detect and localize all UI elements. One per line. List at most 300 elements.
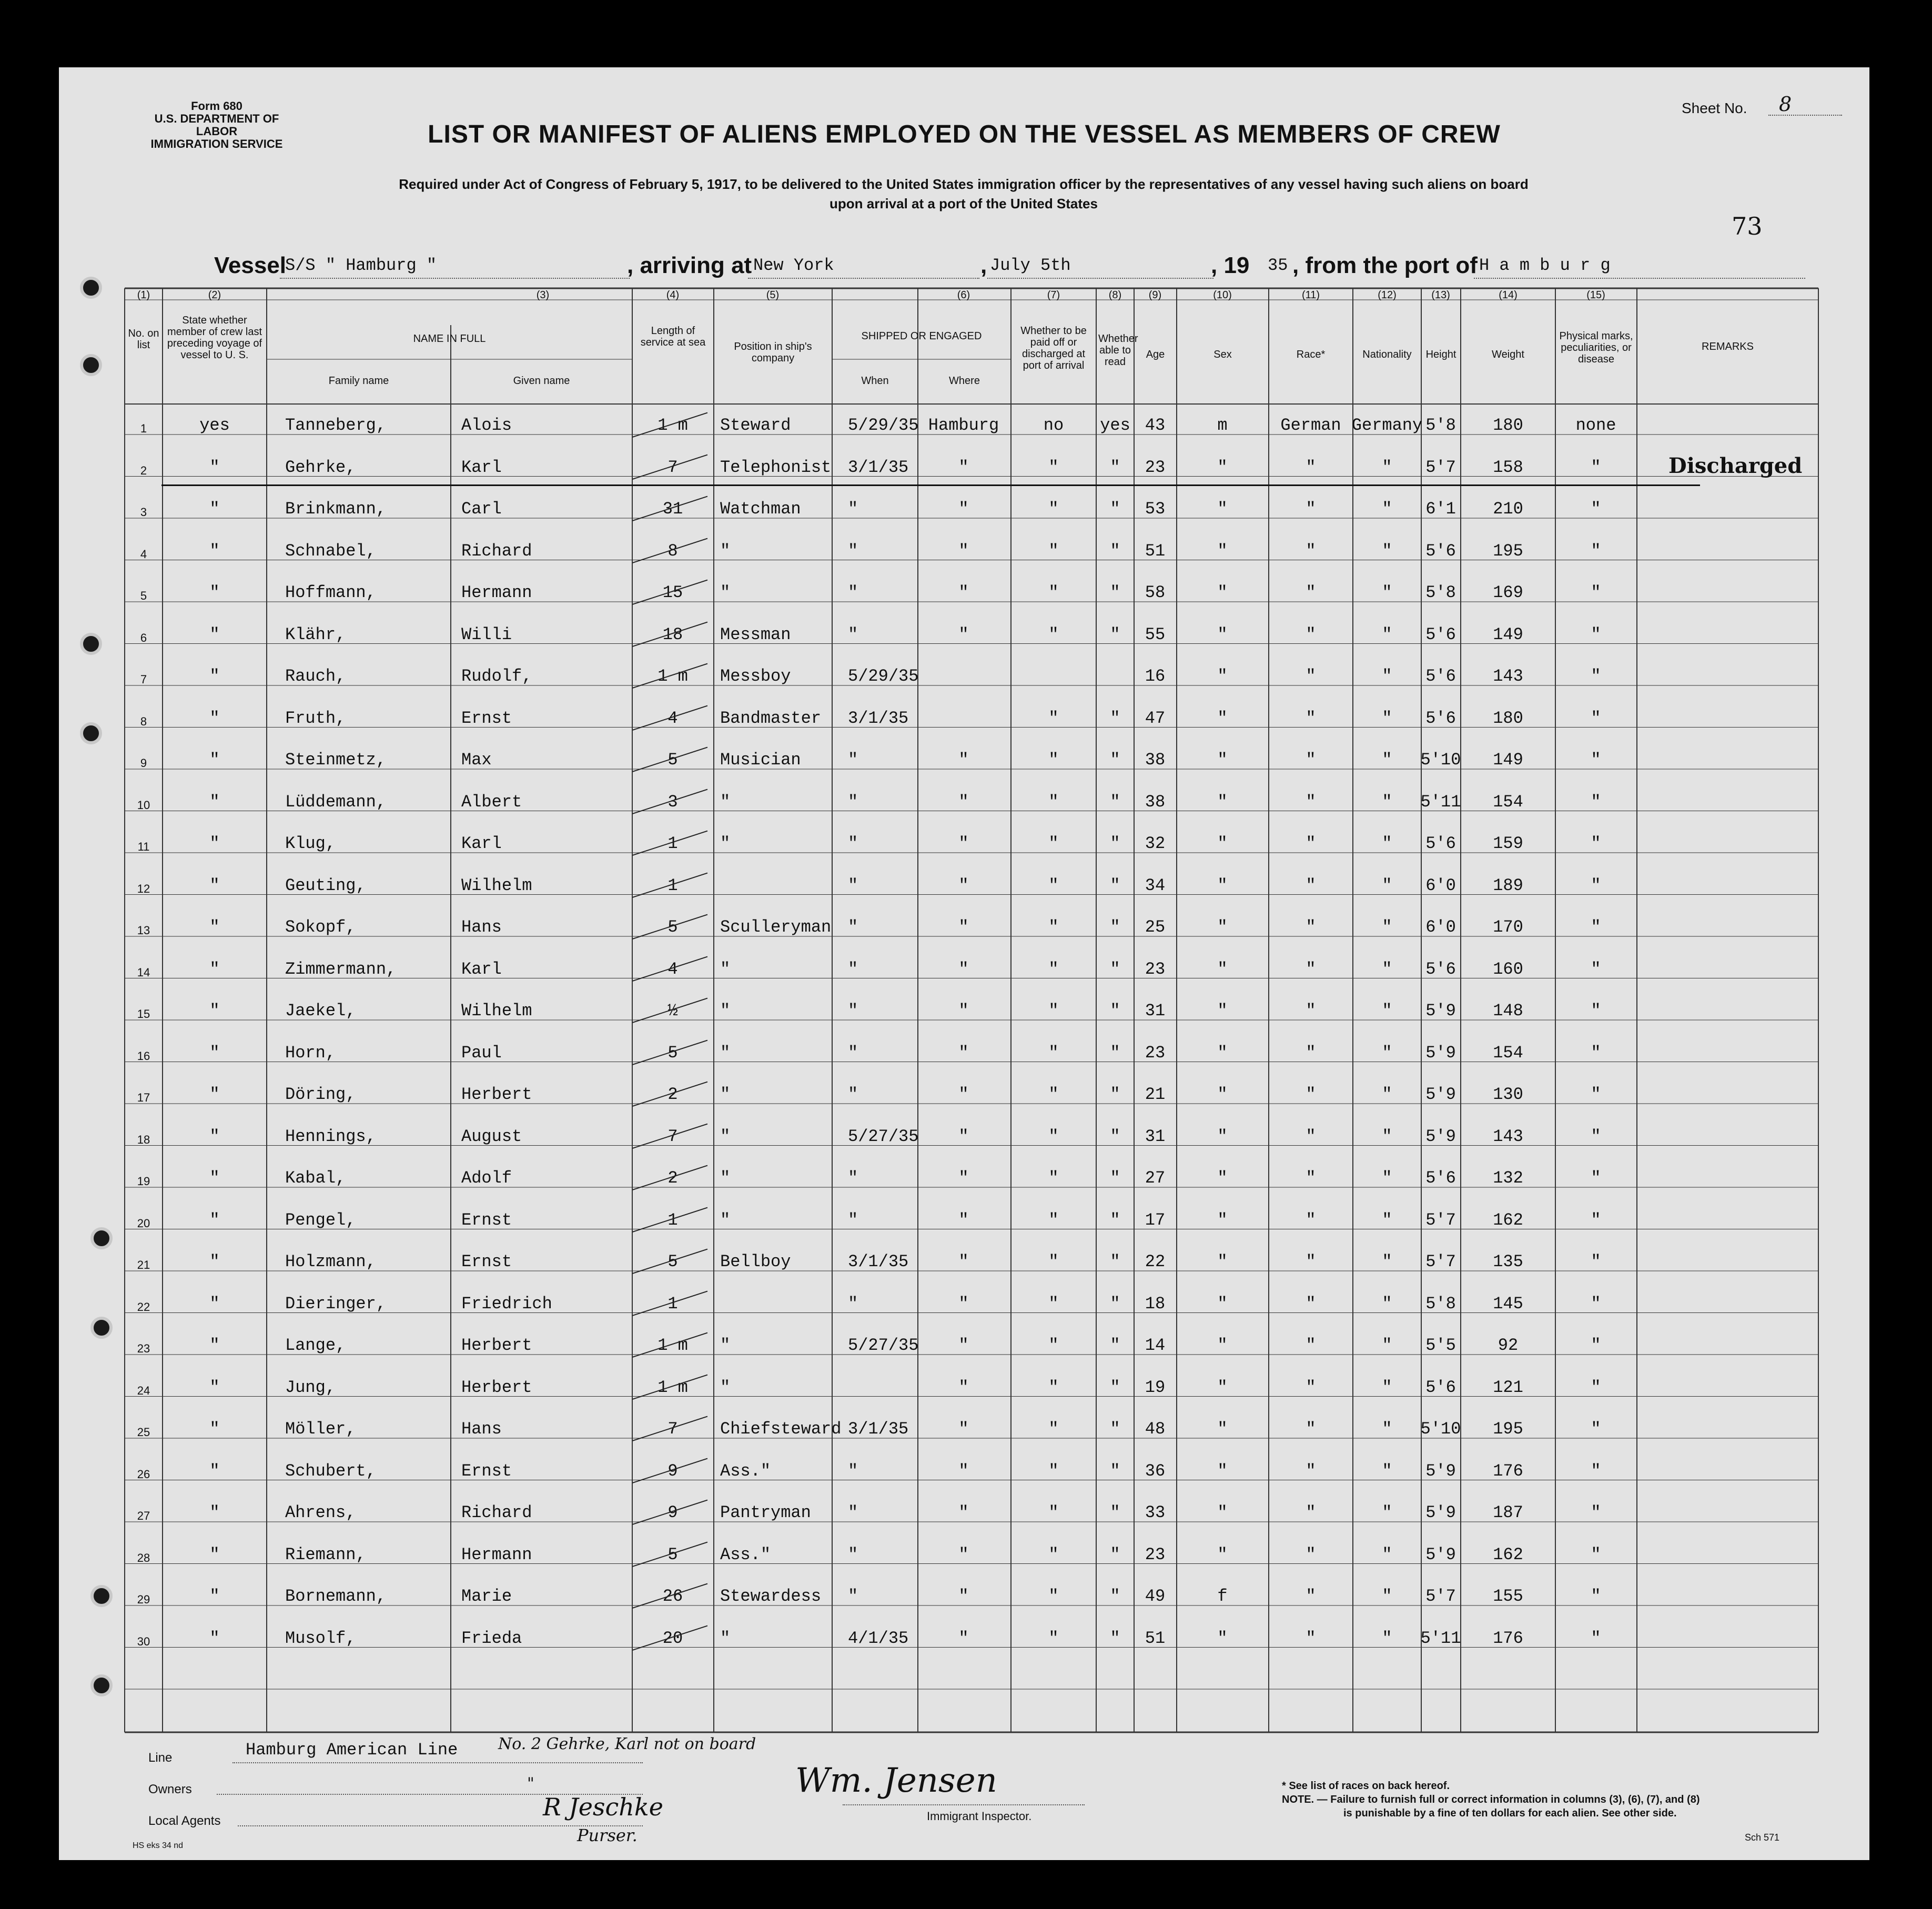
schedule-code: Sch 571 xyxy=(1745,1832,1780,1843)
cell-marks: " xyxy=(1591,1168,1601,1188)
cell-no: 19 xyxy=(137,1175,150,1188)
cell-marks: " xyxy=(1591,457,1601,477)
cell-race: " xyxy=(1306,917,1316,937)
column-number: (5) xyxy=(766,289,780,301)
cell-when: " xyxy=(848,834,858,853)
cell-age: 23 xyxy=(1145,1544,1166,1564)
cell-no: 23 xyxy=(137,1342,150,1355)
cell-given: Marie xyxy=(461,1587,512,1606)
cell-no: 2 xyxy=(140,463,147,477)
cell-no: 4 xyxy=(140,547,147,561)
cell-given: Paul xyxy=(461,1043,502,1063)
cell-height: 5'9 xyxy=(1425,1085,1456,1104)
cell-nat: " xyxy=(1382,1252,1392,1271)
cell-given: Herbert xyxy=(461,1377,532,1397)
cell-when: " xyxy=(848,624,858,644)
cell-nat: " xyxy=(1382,1419,1392,1439)
cell-paid: " xyxy=(1048,875,1059,895)
header-remarks: REMARKS xyxy=(1702,341,1754,352)
cell-when: " xyxy=(848,1168,858,1188)
cell-family: Geuting, xyxy=(285,875,366,895)
cell-position: " xyxy=(720,1628,731,1648)
cell-where: " xyxy=(958,1336,969,1355)
cell-marks: none xyxy=(1575,416,1616,435)
cell-age: 31 xyxy=(1145,1126,1166,1146)
cell-prev: " xyxy=(209,1126,220,1146)
cell-nat: " xyxy=(1382,1043,1392,1063)
cell-height: 5'9 xyxy=(1425,1503,1456,1522)
cell-given: Max xyxy=(461,750,492,770)
cell-prev: " xyxy=(209,708,220,728)
cell-no: 21 xyxy=(137,1258,150,1271)
footnote-fine: is punishable by a fine of ten dollars for each alien. See other side. xyxy=(1343,1807,1677,1819)
cell-race: " xyxy=(1306,624,1316,644)
line-value: Hamburg American Line xyxy=(246,1740,458,1760)
cell-where: " xyxy=(958,1043,969,1063)
cell-nat: " xyxy=(1382,583,1392,602)
cell-age: 34 xyxy=(1145,875,1166,895)
cell-given: Ernst xyxy=(461,1461,512,1481)
cell-family: Riemann, xyxy=(285,1544,366,1564)
cell-where: " xyxy=(958,917,969,937)
cell-nat: " xyxy=(1382,1377,1392,1397)
cell-marks: " xyxy=(1591,708,1601,728)
cell-where: " xyxy=(958,1294,969,1314)
cell-height: 5'8 xyxy=(1425,1294,1456,1314)
cell-sex: " xyxy=(1217,541,1228,561)
cell-position: Bandmaster xyxy=(720,708,822,728)
cell-position: Messboy xyxy=(720,666,791,686)
cell-family: Musolf, xyxy=(285,1628,356,1648)
cell-marks: " xyxy=(1591,1252,1601,1271)
cell-position: Musician xyxy=(720,750,801,770)
cell-given: Frieda xyxy=(461,1628,522,1648)
cell-marks: " xyxy=(1591,499,1601,519)
cell-marks: " xyxy=(1591,1085,1601,1104)
cell-paid: " xyxy=(1048,1461,1059,1481)
cell-marks: " xyxy=(1591,875,1601,895)
cell-sex: " xyxy=(1217,1210,1228,1230)
cell-race: " xyxy=(1306,1252,1316,1271)
cell-family: Bornemann, xyxy=(285,1587,387,1606)
purser-signature: R Jeschke xyxy=(543,1793,664,1821)
cell-age: 25 xyxy=(1145,917,1166,937)
cell-height: 5'6 xyxy=(1425,1168,1456,1188)
cell-age: 32 xyxy=(1145,834,1166,853)
cell-service: 20 xyxy=(662,1628,683,1648)
year: 35 xyxy=(1268,256,1288,275)
cell-sex: m xyxy=(1217,416,1228,435)
cell-read: " xyxy=(1110,1001,1120,1021)
cell-given: Wilhelm xyxy=(461,1001,532,1021)
cell-height: 5'7 xyxy=(1425,457,1456,477)
cell-race: " xyxy=(1306,1043,1316,1063)
cell-paid: " xyxy=(1048,541,1059,561)
cell-given: Karl xyxy=(461,457,502,477)
cell-prev: yes xyxy=(199,416,230,435)
cell-nat: " xyxy=(1382,917,1392,937)
cell-age: 22 xyxy=(1145,1252,1166,1271)
cell-no: 22 xyxy=(137,1300,150,1314)
cell-prev: " xyxy=(209,1628,220,1648)
cell-sex: " xyxy=(1217,792,1228,812)
cell-paid: " xyxy=(1048,1294,1059,1314)
cell-weight: 187 xyxy=(1493,1503,1523,1522)
cell-marks: " xyxy=(1591,1461,1601,1481)
column-number: (4) xyxy=(666,289,680,301)
cell-position: Watchman xyxy=(720,499,801,519)
cell-age: 14 xyxy=(1145,1336,1166,1355)
cell-when: " xyxy=(848,959,858,979)
cell-read: " xyxy=(1110,1043,1120,1063)
cell-race: " xyxy=(1306,959,1316,979)
owners-value: " xyxy=(527,1774,534,1793)
cell-paid: " xyxy=(1048,457,1059,477)
cell-sex: " xyxy=(1217,624,1228,644)
cell-position: Sculleryman xyxy=(720,917,832,937)
cell-when: " xyxy=(848,499,858,519)
cell-when: 3/1/35 xyxy=(848,1419,909,1439)
inspector-signature: Wm. Jensen xyxy=(795,1761,997,1800)
cell-given: Hans xyxy=(461,917,502,937)
form-number: Form 680 xyxy=(191,99,242,113)
cell-where: " xyxy=(958,583,969,602)
cell-race: " xyxy=(1306,1461,1316,1481)
cell-paid: " xyxy=(1048,1503,1059,1522)
cell-family: Ahrens, xyxy=(285,1503,356,1522)
cell-sex: " xyxy=(1217,959,1228,979)
cell-weight: 169 xyxy=(1493,583,1523,602)
cell-where: " xyxy=(958,1168,969,1188)
cell-when: " xyxy=(848,1587,858,1606)
cell-position: " xyxy=(720,1210,731,1230)
cell-nat: " xyxy=(1382,1461,1392,1481)
cell-marks: " xyxy=(1591,1126,1601,1146)
cell-family: Kabal, xyxy=(285,1168,346,1188)
cell-read: " xyxy=(1110,792,1120,812)
cell-where: " xyxy=(958,1544,969,1564)
cell-family: Holzmann, xyxy=(285,1252,376,1271)
cell-sex: " xyxy=(1217,1043,1228,1063)
cell-prev: " xyxy=(209,1419,220,1439)
cell-service: 8 xyxy=(667,541,678,561)
cell-read: " xyxy=(1110,1461,1120,1481)
from-label: , from the port of xyxy=(1292,252,1478,278)
cell-marks: " xyxy=(1591,541,1601,561)
cell-prev: " xyxy=(209,1210,220,1230)
header-able-read: Whether able to read xyxy=(1098,333,1138,368)
cell-paid: " xyxy=(1048,1001,1059,1021)
cell-read: " xyxy=(1110,1210,1120,1230)
department: U.S. DEPARTMENT OF LABOR xyxy=(154,112,279,138)
cell-nat: " xyxy=(1382,750,1392,770)
cell-nat: " xyxy=(1382,1587,1392,1606)
cell-age: 51 xyxy=(1145,1628,1166,1648)
manifest-sheet xyxy=(59,67,1869,1860)
column-number: (11) xyxy=(1301,289,1320,301)
cell-position: Ass." xyxy=(720,1461,771,1481)
cell-service: 5 xyxy=(667,750,678,770)
cell-position: Chiefsteward xyxy=(720,1419,842,1439)
cell-height: 5'9 xyxy=(1425,1126,1456,1146)
cell-nat: " xyxy=(1382,1544,1392,1564)
cell-service: 9 xyxy=(667,1503,678,1522)
cell-when: " xyxy=(848,1544,858,1564)
cell-nat: " xyxy=(1382,499,1392,519)
cell-race: " xyxy=(1306,1085,1316,1104)
cell-when: " xyxy=(848,1294,858,1314)
cell-no: 26 xyxy=(137,1467,150,1481)
cell-sex: " xyxy=(1217,1503,1228,1522)
cell-race: " xyxy=(1306,1210,1316,1230)
cell-given: Carl xyxy=(461,499,502,519)
cell-where: " xyxy=(958,1377,969,1397)
from-port: H a m b u r g xyxy=(1479,256,1611,275)
cell-read: " xyxy=(1110,917,1120,937)
cell-position: " xyxy=(720,1043,731,1063)
cell-weight: 195 xyxy=(1493,1419,1523,1439)
cell-age: 38 xyxy=(1145,750,1166,770)
cell-weight: 154 xyxy=(1493,1043,1523,1063)
cell-age: 17 xyxy=(1145,1210,1166,1230)
cell-position: " xyxy=(720,1126,731,1146)
inspector-label: Immigrant Inspector. xyxy=(927,1810,1032,1823)
cell-given: Ernst xyxy=(461,1252,512,1271)
cell-sex: " xyxy=(1217,875,1228,895)
cell-race: " xyxy=(1306,750,1316,770)
cell-age: 36 xyxy=(1145,1461,1166,1481)
cell-height: 5'6 xyxy=(1425,1377,1456,1397)
cell-when: 4/1/35 xyxy=(848,1628,909,1648)
cell-prev: " xyxy=(209,750,220,770)
cell-race: " xyxy=(1306,1628,1316,1648)
cell-age: 23 xyxy=(1145,457,1166,477)
cell-given: Alois xyxy=(461,416,512,435)
column-number: (10) xyxy=(1213,289,1232,301)
cell-when: " xyxy=(848,1001,858,1021)
cell-where: " xyxy=(958,1085,969,1104)
cell-family: Brinkmann, xyxy=(285,499,387,519)
cell-height: 5'11 xyxy=(1420,792,1461,812)
cell-read: " xyxy=(1110,1544,1120,1564)
cell-height: 5'9 xyxy=(1425,1001,1456,1021)
inspector-underline xyxy=(843,1804,1085,1805)
cell-age: 51 xyxy=(1145,541,1166,561)
cell-no: 5 xyxy=(140,589,147,602)
cell-paid: " xyxy=(1048,1377,1059,1397)
cell-race: " xyxy=(1306,1294,1316,1314)
sheet-label: Sheet No. xyxy=(1682,100,1747,116)
cell-no: 16 xyxy=(137,1049,150,1063)
cell-race: " xyxy=(1306,708,1316,728)
cell-paid: " xyxy=(1048,1587,1059,1606)
header-height: Height xyxy=(1425,349,1456,360)
cell-service: 1 m xyxy=(658,416,688,435)
cell-position: " xyxy=(720,792,731,812)
cell-marks: " xyxy=(1591,1503,1601,1522)
cell-height: 5'8 xyxy=(1425,583,1456,602)
header-paid-off: Whether to be paid off or discharged at port of arrival xyxy=(1020,325,1087,371)
cell-nat: " xyxy=(1382,1001,1392,1021)
cell-marks: " xyxy=(1591,624,1601,644)
cell-read: " xyxy=(1110,959,1120,979)
cell-prev: " xyxy=(209,875,220,895)
cell-no: 8 xyxy=(140,714,147,728)
cell-nat: " xyxy=(1382,792,1392,812)
cell-family: Horn, xyxy=(285,1043,336,1063)
cell-marks: " xyxy=(1591,1210,1601,1230)
cell-marks: " xyxy=(1591,834,1601,853)
cell-given: Richard xyxy=(461,1503,532,1522)
header-nationality: Nationality xyxy=(1362,349,1412,360)
cell-family: Möller, xyxy=(285,1419,356,1439)
cell-family: Klug, xyxy=(285,834,336,853)
cell-paid: " xyxy=(1048,583,1059,602)
cell-no: 12 xyxy=(137,882,150,895)
header-name-in-full: NAME IN FULL xyxy=(413,333,486,345)
cell-read: " xyxy=(1110,1503,1120,1522)
cell-given: Karl xyxy=(461,834,502,853)
cell-sex: " xyxy=(1217,917,1228,937)
cell-given: Hans xyxy=(461,1419,502,1439)
cell-nat: " xyxy=(1382,834,1392,853)
cell-race: " xyxy=(1306,666,1316,686)
cell-position: " xyxy=(720,834,731,853)
cell-where: Hamburg xyxy=(928,416,999,435)
cell-where: " xyxy=(958,1001,969,1021)
cell-weight: 148 xyxy=(1493,1001,1523,1021)
cell-marks: " xyxy=(1591,583,1601,602)
comma: , xyxy=(980,252,987,278)
cell-given: Hermann xyxy=(461,583,532,602)
cell-position: Ass." xyxy=(720,1544,771,1564)
cell-weight: 195 xyxy=(1493,541,1523,561)
cell-prev: " xyxy=(209,959,220,979)
column-number: (1) xyxy=(137,289,150,301)
cell-age: 33 xyxy=(1145,1503,1166,1522)
cell-weight: 170 xyxy=(1493,917,1523,937)
cell-family: Zimmermann, xyxy=(285,959,397,979)
cell-family: Schubert, xyxy=(285,1461,376,1481)
service: IMMIGRATION SERVICE xyxy=(150,137,283,150)
cell-height: 5'9 xyxy=(1425,1043,1456,1063)
cell-when: 5/29/35 xyxy=(848,666,919,686)
cell-read: " xyxy=(1110,1628,1120,1648)
cell-no: 17 xyxy=(137,1091,150,1104)
cell-service: 1 xyxy=(667,875,678,895)
cell-where: " xyxy=(958,1419,969,1439)
cell-weight: 154 xyxy=(1493,792,1523,812)
cell-no: 18 xyxy=(137,1133,150,1146)
cell-when: " xyxy=(848,1210,858,1230)
cell-paid: " xyxy=(1048,499,1059,519)
cell-family: Lange, xyxy=(285,1336,346,1355)
cell-family: Pengel, xyxy=(285,1210,356,1230)
cell-where: " xyxy=(958,1126,969,1146)
cell-prev: " xyxy=(209,792,220,812)
cell-service: 2 xyxy=(667,1085,678,1104)
header-race: Race* xyxy=(1296,349,1326,360)
cell-prev: " xyxy=(209,917,220,937)
cell-prev: " xyxy=(209,834,220,853)
cell-nat: " xyxy=(1382,1294,1392,1314)
cell-family: Fruth, xyxy=(285,708,346,728)
cell-where: " xyxy=(958,1587,969,1606)
cell-weight: 176 xyxy=(1493,1628,1523,1648)
cell-sex: " xyxy=(1217,1336,1228,1355)
cell-when: " xyxy=(848,1461,858,1481)
cell-read: " xyxy=(1110,1377,1120,1397)
cell-no: 30 xyxy=(137,1634,150,1648)
arriving-label: , arriving at xyxy=(627,252,752,278)
cell-read: " xyxy=(1110,1252,1120,1271)
cell-service: 4 xyxy=(667,708,678,728)
cell-sex: " xyxy=(1217,750,1228,770)
cell-height: 5'8 xyxy=(1425,416,1456,435)
cell-marks: " xyxy=(1591,1294,1601,1314)
cell-no: 1 xyxy=(140,422,147,435)
header-family-name: Family name xyxy=(328,375,389,387)
cell-prev: " xyxy=(209,1587,220,1606)
column-number: (12) xyxy=(1378,289,1397,301)
header-shipped: SHIPPED OR ENGAGED xyxy=(861,330,982,342)
cell-marks: " xyxy=(1591,917,1601,937)
cell-weight: 149 xyxy=(1493,624,1523,644)
cell-service: 3 xyxy=(667,792,678,812)
header-position: Position in ship's company xyxy=(734,341,812,364)
cell-given: Ernst xyxy=(461,1210,512,1230)
cell-service: 1 xyxy=(667,1210,678,1230)
cell-when: 3/1/35 xyxy=(848,708,909,728)
cell-nat: " xyxy=(1382,1210,1392,1230)
cell-no: 7 xyxy=(140,673,147,686)
cell-marks: " xyxy=(1591,1628,1601,1648)
cell-given: Rudolf, xyxy=(461,666,532,686)
cell-family: Gehrke, xyxy=(285,457,356,477)
header-length-service: Length of service at sea xyxy=(640,325,706,348)
cell-paid: " xyxy=(1048,624,1059,644)
cell-prev: " xyxy=(209,1252,220,1271)
header-given-name: Given name xyxy=(513,375,570,387)
cell-family: Hennings, xyxy=(285,1126,376,1146)
cell-paid: " xyxy=(1048,917,1059,937)
cell-prev: " xyxy=(209,1377,220,1397)
header-where: Where xyxy=(949,375,980,387)
cell-where: " xyxy=(958,457,969,477)
cell-position: " xyxy=(720,1377,731,1397)
cell-height: 5'9 xyxy=(1425,1544,1456,1564)
cell-height: 5'6 xyxy=(1425,666,1456,686)
cell-height: 5'6 xyxy=(1425,834,1456,853)
cell-given: August xyxy=(461,1126,522,1146)
cell-no: 20 xyxy=(137,1216,150,1230)
print-code: HS eks 34 nd xyxy=(133,1841,184,1850)
cell-sex: " xyxy=(1217,1168,1228,1188)
cell-weight: 180 xyxy=(1493,708,1523,728)
cell-where: " xyxy=(958,1210,969,1230)
cell-remarks: Discharged xyxy=(1668,453,1803,478)
cell-sex: " xyxy=(1217,1544,1228,1564)
cell-prev: " xyxy=(209,1001,220,1021)
cell-where: " xyxy=(958,541,969,561)
cell-age: 38 xyxy=(1145,792,1166,812)
cell-nat: " xyxy=(1382,1085,1392,1104)
cell-height: 5'11 xyxy=(1420,1628,1461,1648)
cell-family: Steinmetz, xyxy=(285,750,387,770)
cell-weight: 149 xyxy=(1493,750,1523,770)
cell-height: 5'6 xyxy=(1425,708,1456,728)
cell-read: " xyxy=(1110,499,1120,519)
